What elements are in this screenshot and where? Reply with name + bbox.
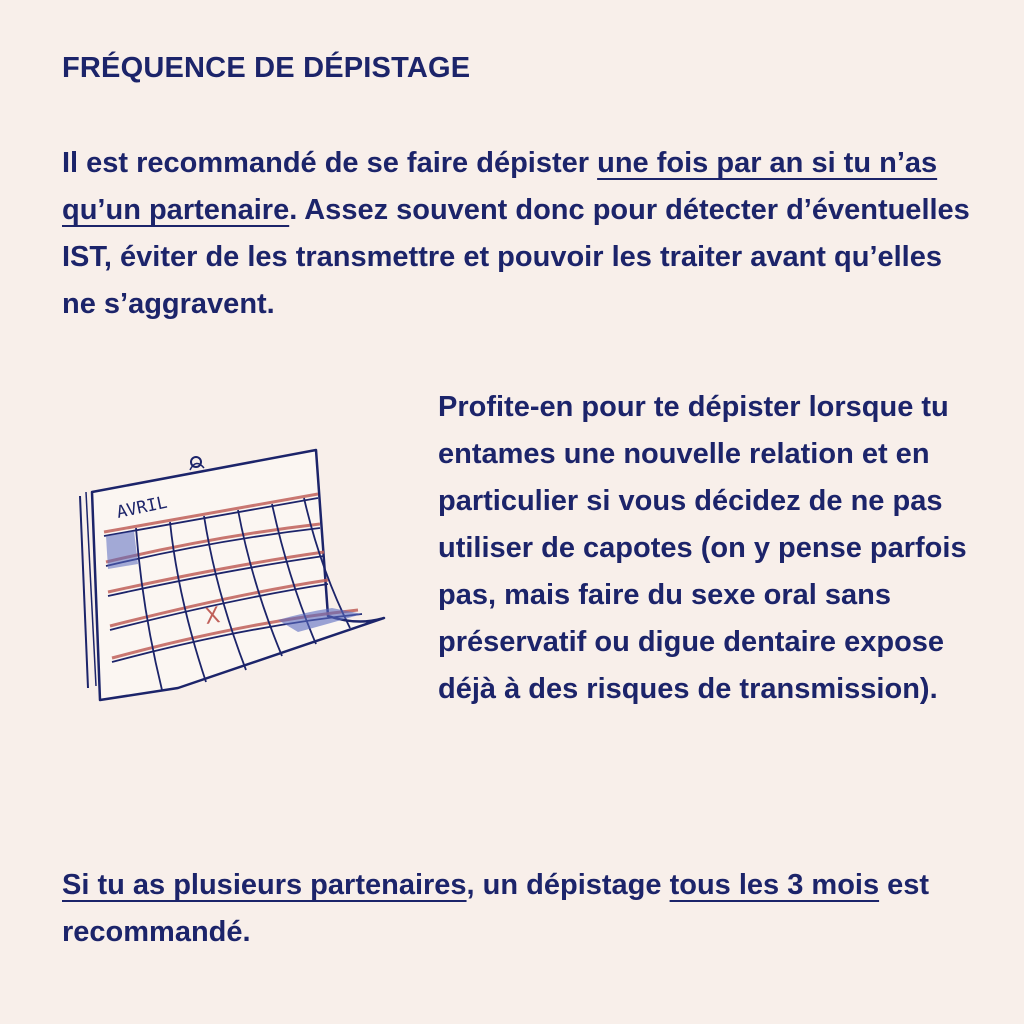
highlight-once-a-year: une fois par an si tu n’as qu’un partenaire <box>62 147 938 226</box>
paragraph-text: est recommandé. <box>62 869 930 948</box>
highlight-every-3-months: tous les 3 mois <box>669 869 880 901</box>
paragraph-text: , un dépistage <box>466 869 670 901</box>
calendar-mark-x: X <box>203 603 222 630</box>
paragraph-text: . Assez souvent donc pour détecter d’éventuelles IST, éviter de les transmettre et pouvoir les traiter avant qu’elles ne s’aggravent. <box>62 194 970 320</box>
paragraph-new-relation: Profite-en pour te dépister lorsque tu entames une nouvelle relation et en particulier si vous décidez de ne pas utiliser de capotes (on y pense parfois pas, mais faire du sexe oral sans préservatif ou digue dentaire expose déjà à des risques de transmission). <box>438 391 967 705</box>
highlight-multiple-partners: Si tu as plusieurs partenaires <box>62 869 467 901</box>
calendar-month: AVRIL <box>114 492 170 523</box>
paragraph-text: Il est recommandé de se faire dépister <box>62 147 598 179</box>
page-title: FRÉQUENCE DE DÉPISTAGE <box>62 52 471 84</box>
calendar-illustration <box>66 448 396 708</box>
paragraph-frequency <box>62 140 972 328</box>
paragraph-multiple-partners <box>62 862 972 956</box>
